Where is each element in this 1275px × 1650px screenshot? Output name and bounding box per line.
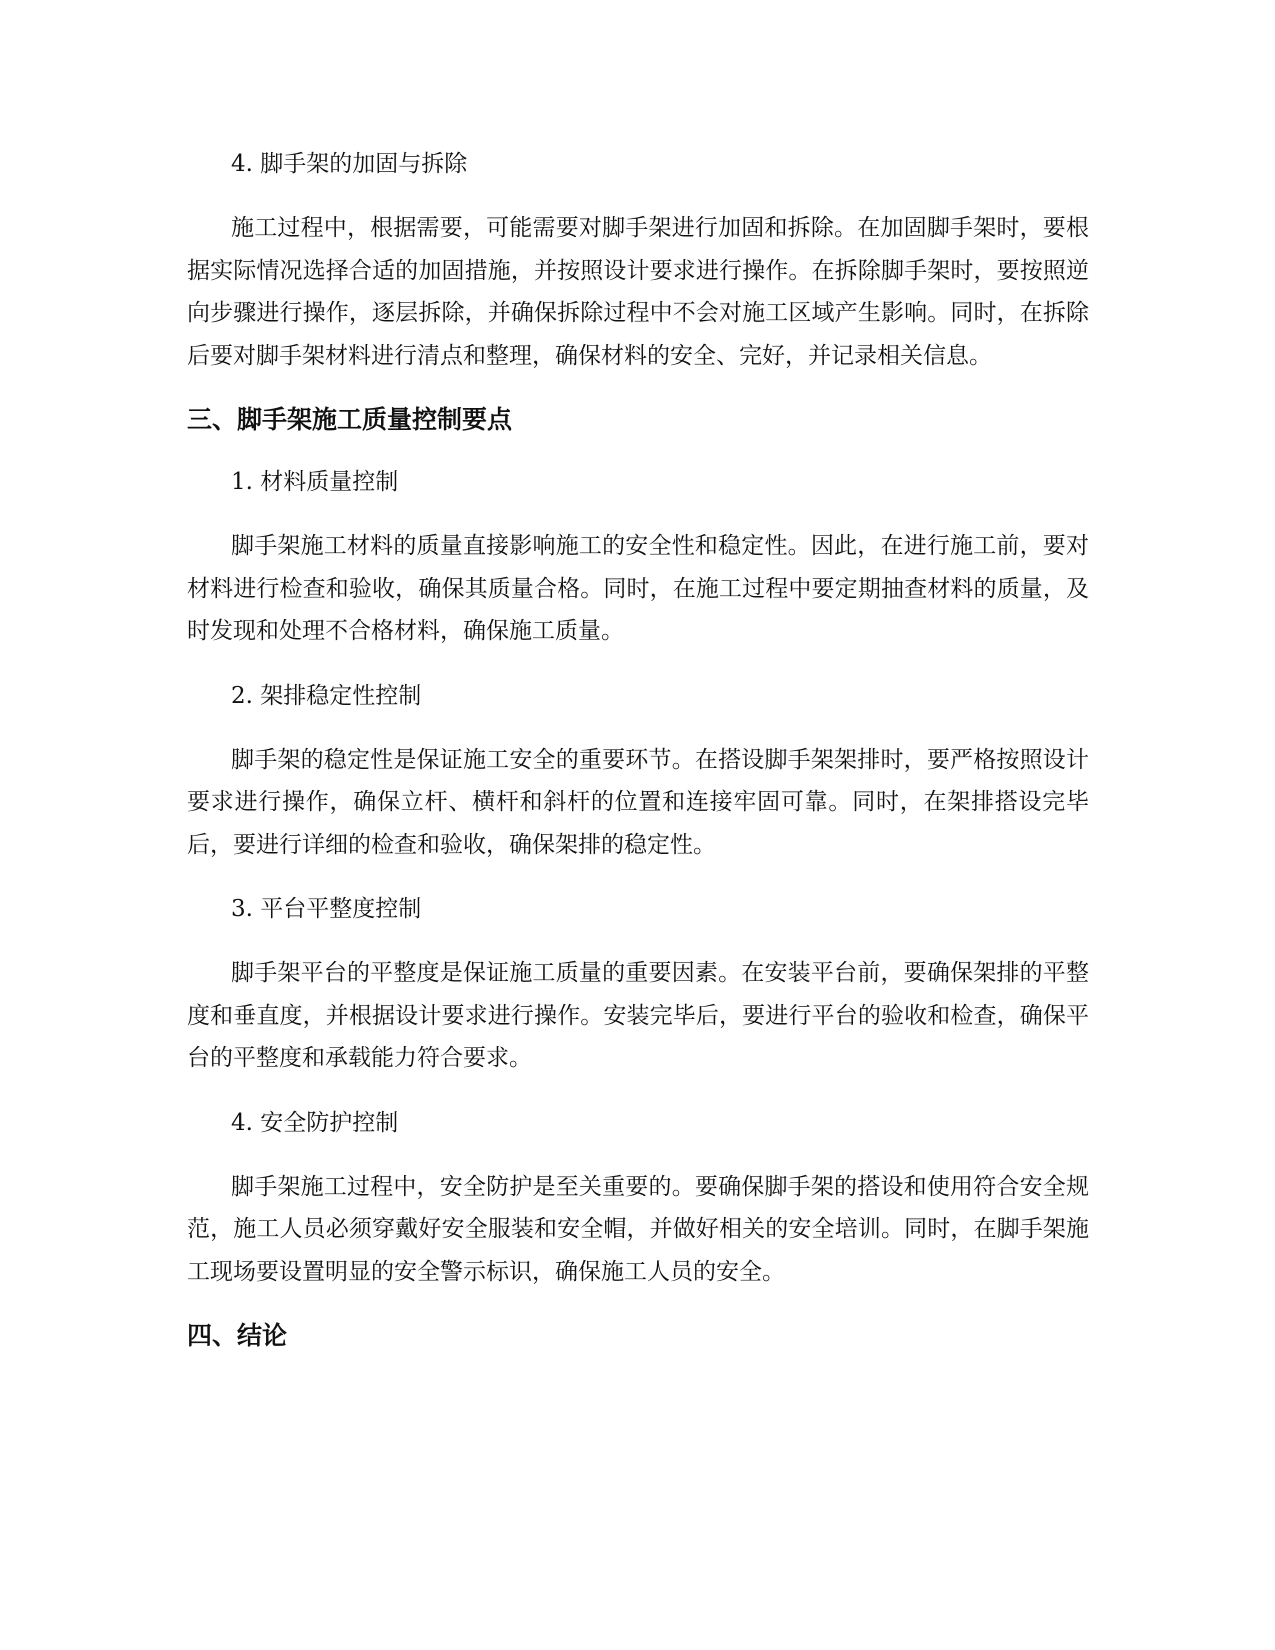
document-body [187, 143, 1089, 1377]
paragraph-frame-stability: 脚手架的稳定性是保证施工安全的重要环节。在搭设脚手架架排时，要严格按照设计要求进行操作，确保立杆、横杆和斜杆的位置和连接牢固可靠。同时，在架排搭设完毕后，要进行详细的检查和验收，确保架排的稳定性。 [187, 746, 1089, 858]
subheading-material-quality: 1. 材料质量控制 [231, 469, 399, 495]
section-heading-quality-control: 三、脚手架施工质量控制要点 [187, 405, 513, 434]
subheading-safety-protection: 4. 安全防护控制 [231, 1109, 399, 1136]
section-heading-conclusion: 四、结论 [187, 1321, 288, 1350]
paragraph-safety-protection: 脚手架施工过程中，安全防护是至关重要的。要确保脚手架的搭设和使用符合安全规范，施工人员必须穿戴好安全服装和安全帽，并做好相关的安全培训。同时，在脚手架施工现场要设置明显的安全警示标识，确保施工人员的安全。 [187, 1173, 1089, 1285]
subheading-scaffold-reinforcement-removal: 4. 脚手架的加固与拆除 [231, 151, 468, 177]
subheading-platform-flatness: 3. 平台平整度控制 [231, 896, 422, 922]
subheading-frame-stability: 2. 架排稳定性控制 [231, 682, 422, 709]
paragraph-platform-flatness: 脚手架平台的平整度是保证施工质量的重要因素。在安装平台前，要确保架排的平整度和垂直度，并根据设计要求进行操作。安装完毕后，要进行平台的验收和检查，确保平台的平整度和承载能力符合要求。 [187, 960, 1089, 1071]
paragraph-reinforcement-removal: 施工过程中，根据需要，可能需要对脚手架进行加固和拆除。在加固脚手架时，要根据实际情况选择合适的加固措施，并按照设计要求进行操作。在拆除脚手架时，要按照逆向步骤进行操作，逐层拆除，并确保拆除过程中不会对施工区域产生影响。同时，在拆除后要对脚手架材料进行清点和整理，确保材料的安全、完好，并记录相关信息。 [187, 215, 1089, 369]
paragraph-material-quality: 脚手架施工材料的质量直接影响施工的安全性和稳定性。因此，在进行施工前，要对材料进行检查和验收，确保其质量合格。同时，在施工过程中要定期抽查材料的质量，及时发现和处理不合格材料，确保施工质量。 [187, 533, 1089, 644]
